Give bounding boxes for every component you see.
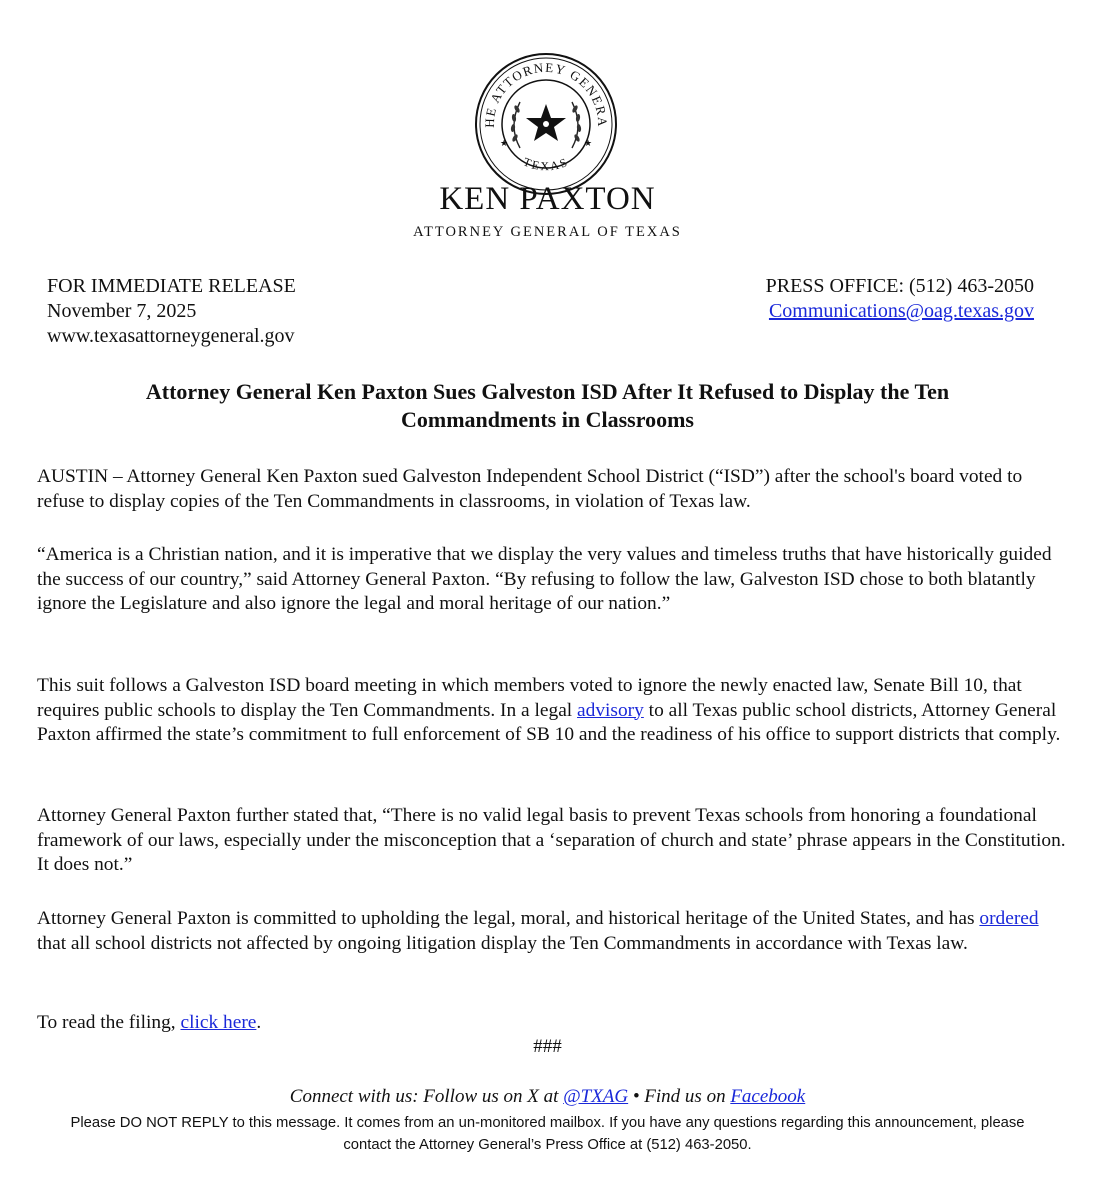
svg-text:★: ★	[584, 138, 593, 148]
svg-text:TEXAS	[521, 155, 571, 174]
headline-line-1: Attorney General Ken Paxton Sues Galveston ISD After It Refused to Display the Ten	[145, 379, 950, 404]
attorney-general-seal	[472, 50, 620, 198]
website: www.texasattorneygeneral.gov	[47, 325, 295, 347]
p3-text-post: to all Texas public school districts, Attorney General Paxton affirmed the state’s commitment to full enforcement of SB 10 and the readiness of his office to support districts that comply.	[37, 699, 1061, 745]
release-date: November 7, 2025	[47, 300, 197, 322]
svg-text:★: ★	[500, 138, 509, 148]
seal-text-bottom: TEXAS	[521, 154, 571, 174]
connect-line	[0, 1086, 1095, 1108]
paragraph-2: “America is a Christian nation, and it is imperative that we display the very values and timeless truths that have historically guided the success of our country,” said Attorney General Paxton. “By refusing to follow the law, Galveston ISD chose to both blatantly ignore the Legislature and also ignore the legal and moral heritage of our nation.”	[37, 544, 1052, 614]
p6-text-post: .	[256, 1012, 262, 1033]
official-name: KEN PAXTON	[439, 181, 656, 217]
star-icon	[526, 104, 566, 141]
p5-text-pre: Attorney General Paxton is committed to upholding the legal, moral, and historical heritage of the United States, and has	[37, 908, 980, 929]
connect-text-mid: • Find us on	[628, 1086, 731, 1107]
paragraph-5	[37, 907, 1067, 956]
seal-text-top: HE ATTORNEY GENERA	[481, 59, 611, 128]
connect-text-pre: Connect with us: Follow us on X at	[289, 1086, 564, 1107]
seal-graphic	[472, 50, 620, 198]
release-label: FOR IMMEDIATE RELEASE	[47, 275, 296, 297]
headline	[30, 378, 1065, 434]
end-mark: ###	[533, 1036, 562, 1057]
release-info	[47, 274, 296, 349]
paragraph-6	[37, 1011, 1067, 1036]
disclaimer: Please DO NOT REPLY to this message. It comes from an un-monitored mailbox. If you have any questions regarding this announcement, please contact the Attorney General’s Press Office at (512) 463-2050.	[70, 1115, 1025, 1153]
p5-text-post: that all school districts not affected by ongoing litigation display the Ten Commandments in accordance with Texas law.	[37, 932, 968, 954]
p6-text-pre: To read the filing,	[37, 1012, 181, 1033]
headline-line-2: Commandments in Classrooms	[401, 407, 694, 432]
facebook-link[interactable]: Facebook	[730, 1086, 806, 1107]
paragraph-1: AUSTIN – Attorney General Ken Paxton sued Galveston Independent School District (“ISD”) after the school's board voted to refuse to display copies of the Ten Commandments in classrooms, in violation of Texas law.	[37, 466, 1023, 512]
press-office-info	[766, 274, 1034, 324]
official-title: ATTORNEY GENERAL OF TEXAS	[413, 224, 682, 240]
filing-link[interactable]: click here	[180, 1012, 257, 1033]
p3-text-pre: This suit follows a Galveston ISD board meeting in which members voted to ignore the newly enacted law, Senate Bill 10, that requires public schools to display the Ten Commandments. In a legal	[37, 675, 1022, 721]
ordered-link[interactable]: ordered	[979, 908, 1039, 929]
paragraph-3	[37, 674, 1067, 748]
press-office-phone: PRESS OFFICE: (512) 463-2050	[765, 275, 1034, 297]
email-link[interactable]: Communications@oag.texas.gov	[768, 300, 1034, 322]
advisory-link[interactable]: advisory	[577, 699, 644, 721]
x-link[interactable]: @TXAG	[563, 1086, 629, 1107]
paragraph-4: Attorney General Paxton further stated that, “There is no valid legal basis to prevent Texas schools from honoring a foundational framework of our laws, especially under the misconception that a ‘separation of church and state’ phrase appears in the Constitution. It does not.”	[37, 805, 1066, 875]
